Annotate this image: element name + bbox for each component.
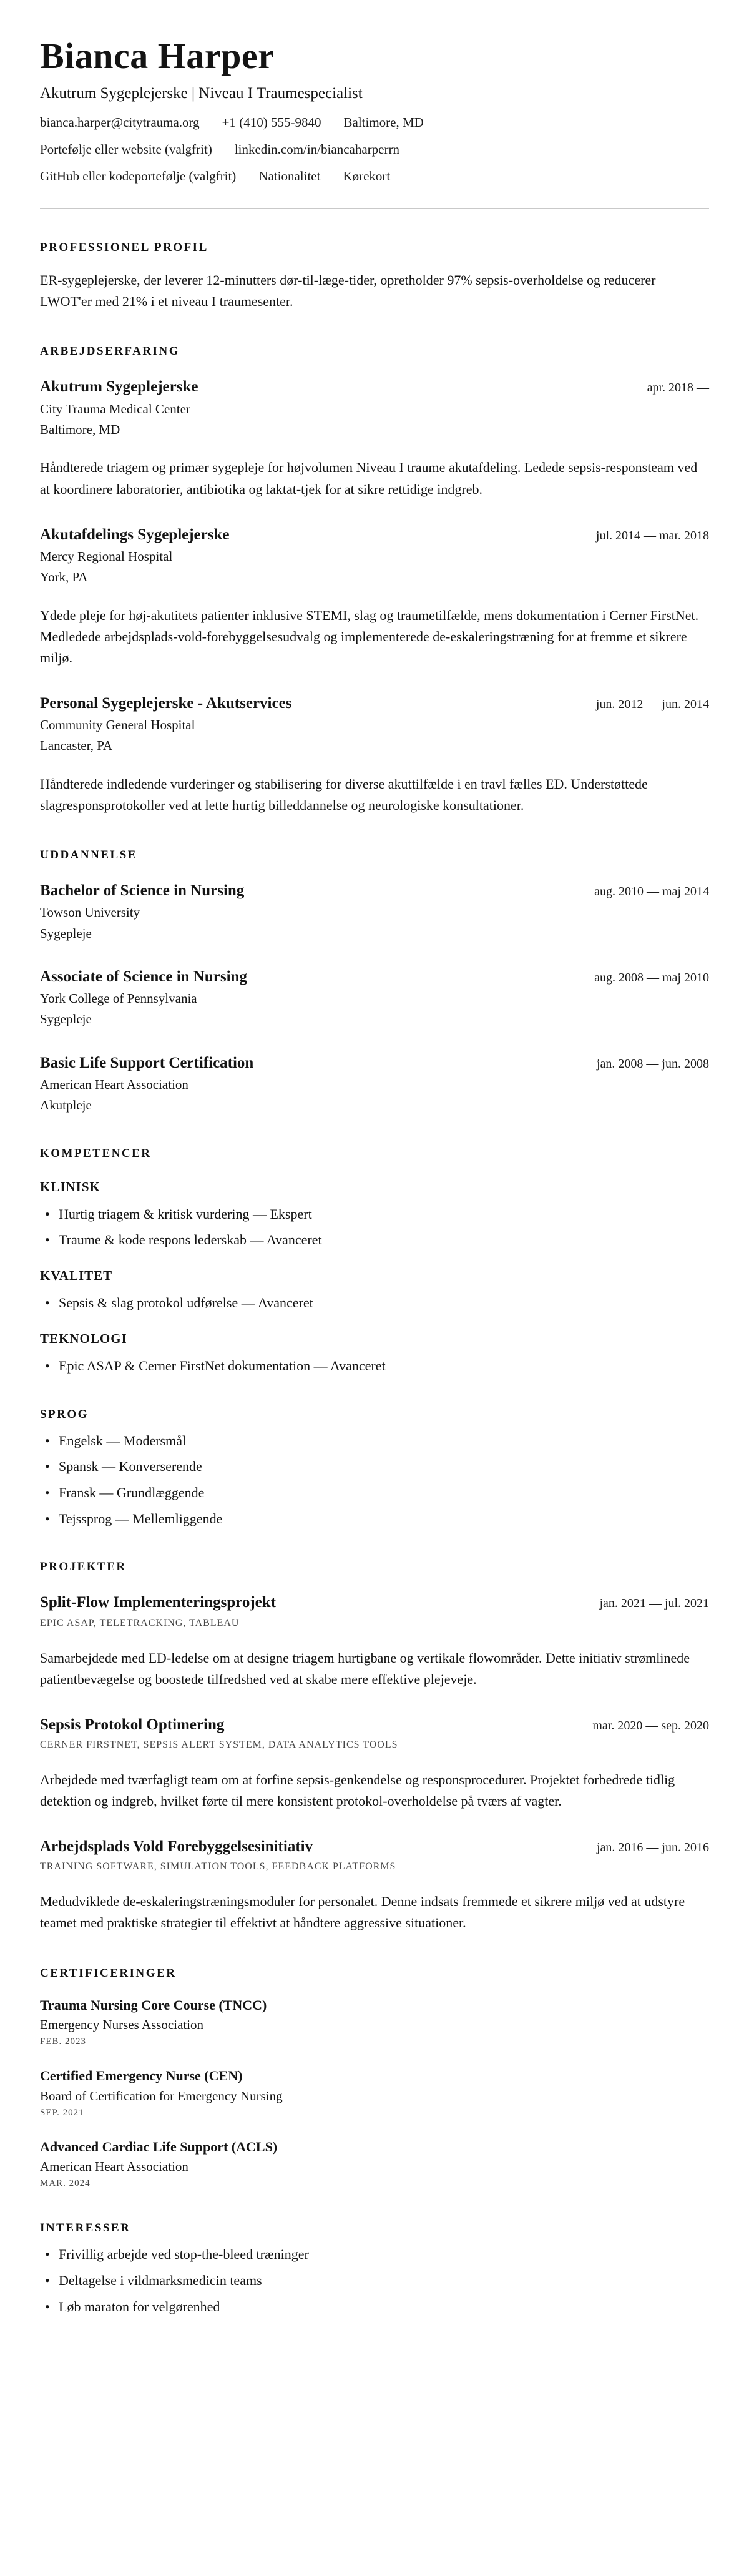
language-item: • Tejssprog — Mellemliggende xyxy=(59,1510,709,1528)
job-description: Ydede pleje for høj-akutitets patienter inklusive STEMI, slag og traumetilfælde, mens dokumentation i Cerner FirstNet. Medledede arbejdsplads-vold-forebyggelsesudvalg og implementerede de-eskaleringstræning for at fremme et sikrere miljø. xyxy=(40,607,699,666)
certification-item xyxy=(40,2067,709,2118)
contact-drivers-license: Kørekort xyxy=(343,169,391,184)
project-tools: TRAINING SOFTWARE, SIMULATION TOOLS, FEEDBACK PLATFORMS xyxy=(40,1861,396,1872)
job-title-row xyxy=(40,525,709,544)
project-tools: CERNER FIRSTNET, SEPSIS ALERT SYSTEM, DATA ANALYTICS TOOLS xyxy=(40,1739,398,1750)
experience-item xyxy=(40,694,709,816)
job-dates: jul. 2014 — mar. 2018 xyxy=(595,528,709,543)
experience-item xyxy=(40,377,709,499)
skill-group-title: KLINISK xyxy=(40,1179,100,1194)
project-title: Sepsis Protokol Optimering xyxy=(40,1716,225,1733)
education-item xyxy=(40,967,709,1028)
contact-github: GitHub eller kodeportefølje (valgfrit) xyxy=(40,169,237,184)
skill-item: • Traume & kode respons lederskab — Avanceret xyxy=(59,1231,709,1249)
section-profile xyxy=(40,241,709,312)
section-projects xyxy=(40,1560,709,1934)
skill-list xyxy=(40,1205,709,1249)
project-description: Medudviklede de-eskaleringstræningsmoduler for personalet. Denne indsats fremmede et sikrere miljø ved at udstyre teamet med praktiske strategier til effektivt at håndtere aggressive situationer. xyxy=(40,1894,685,1931)
job-location: Baltimore, MD xyxy=(40,422,120,438)
skill-group-title: KVALITET xyxy=(40,1268,113,1284)
skill-group-title: TEKNOLOGI xyxy=(40,1330,127,1346)
interest-item: • Frivillig arbejde ved stop-the-bleed træninger xyxy=(59,2245,709,2264)
field-of-study: Akutpleje xyxy=(40,1098,92,1113)
profile-text: ER-sygeplejerske, der leverer 12-minutters dør-til-læge-tider, opretholder 97% sepsis-overholdelse og reducerer LWOT'er med 21% i et niveau I traumesenter. xyxy=(40,272,656,310)
certification-issuer: American Heart Association xyxy=(40,2159,188,2175)
section-skills xyxy=(40,1147,709,1375)
education-dates: aug. 2010 — maj 2014 xyxy=(594,884,709,898)
project-item xyxy=(40,1837,709,1934)
section-languages xyxy=(40,1408,709,1528)
contact-row-1 xyxy=(40,115,709,130)
interest-item: • Løb maraton for velgørenhed xyxy=(59,2298,709,2316)
experience-item xyxy=(40,525,709,669)
contact-row-2 xyxy=(40,142,709,157)
job-location: York, PA xyxy=(40,569,88,585)
section-heading-skills: KOMPETENCER xyxy=(40,1146,152,1160)
skill-group xyxy=(40,1331,709,1375)
language-item: • Fransk — Grundlæggende xyxy=(59,1483,709,1502)
resume-header xyxy=(40,36,709,184)
section-education xyxy=(40,848,709,1114)
school-name: American Heart Association xyxy=(40,1077,188,1093)
education-item xyxy=(40,1053,709,1114)
school-name: York College of Pennsylvania xyxy=(40,991,197,1006)
project-title-row xyxy=(40,1837,709,1856)
section-heading-profile: PROFESSIONEL PROFIL xyxy=(40,241,208,255)
project-tools: EPIC ASAP, TELETRACKING, TABLEAU xyxy=(40,1617,240,1628)
degree-title: Associate of Science in Nursing xyxy=(40,968,247,985)
job-title-row xyxy=(40,377,709,396)
project-title: Arbejdsplads Vold Forebyggelsesinitiativ xyxy=(40,1838,313,1856)
candidate-name: Bianca Harper xyxy=(40,36,275,76)
language-item: • Spansk — Konverserende xyxy=(59,1457,709,1476)
education-dates: aug. 2008 — maj 2010 xyxy=(594,970,709,985)
job-title-row xyxy=(40,694,709,713)
section-heading-interests: INTERESSER xyxy=(40,2221,131,2235)
section-heading-experience: ARBEJDSERFARING xyxy=(40,345,180,358)
contact-phone: +1 (410) 555-9840 xyxy=(222,115,321,130)
degree-title-row xyxy=(40,967,709,986)
section-heading-projects: PROJEKTER xyxy=(40,1560,127,1574)
project-dates: jan. 2021 — jul. 2021 xyxy=(599,1596,709,1611)
certification-date: FEB. 2023 xyxy=(40,2037,87,2047)
certification-issuer: Emergency Nurses Association xyxy=(40,2017,204,2033)
section-heading-certifications: CERTIFICERINGER xyxy=(40,1966,177,1980)
school-name: Towson University xyxy=(40,905,140,920)
certification-title: Trauma Nursing Core Course (TNCC) xyxy=(40,1997,267,2013)
contact-nationality: Nationalitet xyxy=(258,169,321,184)
certification-issuer: Board of Certification for Emergency Nursing xyxy=(40,2088,283,2103)
certification-date: MAR. 2024 xyxy=(40,2178,91,2189)
section-experience xyxy=(40,345,709,815)
project-item xyxy=(40,1715,709,1812)
certification-item xyxy=(40,2138,709,2190)
job-company: Mercy Regional Hospital xyxy=(40,548,173,564)
job-description: Håndterede triagem og primær sygepleje for højvolumen Niveau I traume akutafdeling. Ledede sepsis-responsteam ved at koordinere laboratorier, antibiotika og laktat-tjek for at sikre rettidige indgreb. xyxy=(40,460,698,497)
project-title: Split-Flow Implementeringsprojekt xyxy=(40,1594,276,1611)
section-certifications xyxy=(40,1967,709,2190)
language-list xyxy=(40,1432,709,1528)
job-location: Lancaster, PA xyxy=(40,738,113,754)
contact-email[interactable]: bianca.harper@citytrauma.org xyxy=(40,115,200,130)
skill-list xyxy=(40,1294,709,1312)
contact-website: Portefølje eller website (valgfrit) xyxy=(40,142,212,157)
certification-date: SEP. 2021 xyxy=(40,2107,84,2118)
education-item xyxy=(40,881,709,942)
job-dates: jun. 2012 — jun. 2014 xyxy=(595,697,709,711)
job-description: Håndterede indledende vurderinger og stabilisering for diverse akuttilfælde i en travl fælles ED. Understøttede slagresponsprotokoller ved at lette hurtig billeddannelse og neurologiske konsultationer. xyxy=(40,775,648,813)
certification-title: Advanced Cardiac Life Support (ACLS) xyxy=(40,2138,278,2155)
certification-item xyxy=(40,1997,709,2048)
field-of-study: Sygepleje xyxy=(40,1011,92,1027)
contact-linkedin[interactable]: linkedin.com/in/biancaharperrn xyxy=(234,142,399,157)
candidate-title: Akutrum Sygeplejerske | Niveau I Traumespecialist xyxy=(40,84,363,102)
skill-item: • Sepsis & slag protokol udførelse — Avanceret xyxy=(59,1294,709,1312)
project-description: Arbejdede med tværfagligt team om at forfine sepsis-genkendelse og responsprocedurer. Projektet forbedrede tidlig detektion og indgreb, hvilket førte til mere konsistent protokol-overholdelse på tværs af vagter. xyxy=(40,1771,675,1809)
section-heading-education: UDDANNELSE xyxy=(40,848,137,862)
job-company: Community General Hospital xyxy=(40,717,195,733)
project-item xyxy=(40,1593,709,1689)
skill-group xyxy=(40,1268,709,1312)
certification-title: Certified Emergency Nurse (CEN) xyxy=(40,2068,243,2084)
project-title-row xyxy=(40,1715,709,1734)
skill-item: • Epic ASAP & Cerner FirstNet dokumentation — Avanceret xyxy=(59,1357,709,1375)
contact-row-3 xyxy=(40,169,709,184)
contact-location: Baltimore, MD xyxy=(343,115,424,130)
field-of-study: Sygepleje xyxy=(40,925,92,941)
job-dates: apr. 2018 — xyxy=(647,381,709,395)
skill-list xyxy=(40,1357,709,1375)
education-dates: jan. 2008 — jun. 2008 xyxy=(597,1056,709,1071)
skill-group xyxy=(40,1179,709,1249)
skill-item: • Hurtig triagem & kritisk vurdering — Ekspert xyxy=(59,1205,709,1224)
header-divider xyxy=(40,208,709,209)
job-company: City Trauma Medical Center xyxy=(40,401,190,416)
section-heading-languages: SPROG xyxy=(40,1407,89,1421)
degree-title-row xyxy=(40,881,709,900)
project-dates: jan. 2016 — jun. 2016 xyxy=(597,1841,709,1855)
language-item: • Engelsk — Modersmål xyxy=(59,1432,709,1450)
interest-list xyxy=(40,2245,709,2316)
degree-title-row xyxy=(40,1053,709,1073)
section-interests xyxy=(40,2221,709,2316)
project-title-row xyxy=(40,1593,709,1612)
project-description: Samarbejdede med ED-ledelse om at designe triagem hurtigbane og vertikale flowområder. Dette initiativ strømlinede patientbevægelse og boostede tilfredshed ved at skabe mere effektive plejeveje. xyxy=(40,1649,690,1687)
job-title: Akutafdelings Sygeplejerske xyxy=(40,526,230,543)
degree-title: Basic Life Support Certification xyxy=(40,1054,254,1071)
interest-item: • Deltagelse i vildmarksmedicin teams xyxy=(59,2271,709,2290)
project-dates: mar. 2020 — sep. 2020 xyxy=(592,1718,709,1733)
job-title: Akutrum Sygeplejerske xyxy=(40,378,198,396)
degree-title: Bachelor of Science in Nursing xyxy=(40,882,245,899)
job-title: Personal Sygeplejerske - Akutservices xyxy=(40,694,292,712)
